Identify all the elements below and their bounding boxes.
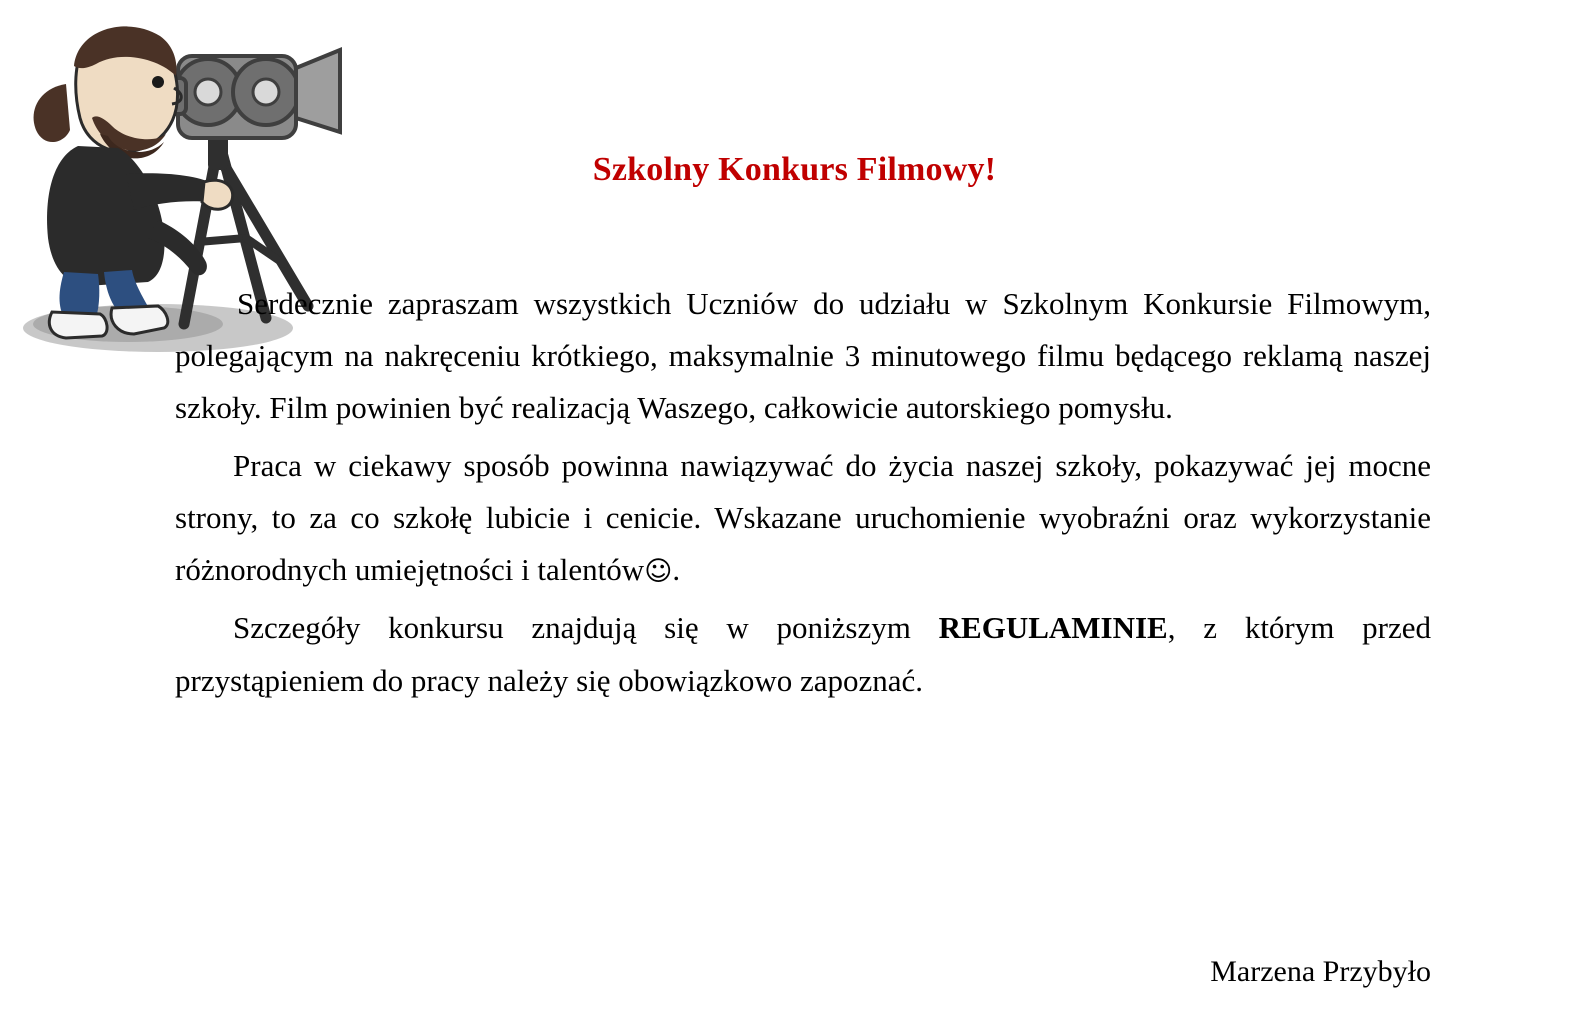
- paragraph-guidelines: [175, 440, 1431, 596]
- rules-text-before: Szczegóły konkursu znajdują się w poniższym: [233, 610, 939, 646]
- signature: Marzena Przybyło: [1210, 955, 1431, 988]
- paragraph-intro: Serdecznie zapraszam wszystkich Uczniów do udziału w Szkolnym Konkursie Filmowym, polegającym na nakręceniu krótkiego, maksymalnie 3 minutowego filmu będącego reklamą naszej szkoły. Film powinien być realizacją Waszego, całkowicie autorskiego pomysłu.: [175, 286, 1431, 426]
- smiley-icon: ☺: [644, 556, 673, 588]
- document-body: [175, 278, 1431, 713]
- rules-text-after: , z którym przed przystąpieniem do pracy należy się obowiązkowo zapoznać.: [175, 610, 1431, 698]
- guidelines-text-before: Praca w ciekawy sposób powinna nawiązywać do życia naszej szkoły, pokazywać jej mocne strony, to za co szkołę lubicie i cenicie. Wskazane uruchomienie wyobraźni oraz wykorzystanie różnorodnych umiejętności i talentów: [175, 448, 1431, 588]
- paragraph-rules: [175, 602, 1431, 706]
- page-title: Szkolny Konkurs Filmowy!: [592, 150, 997, 188]
- rules-emphasis: REGULAMINIE: [938, 610, 1168, 646]
- guidelines-text-after: .: [672, 552, 681, 588]
